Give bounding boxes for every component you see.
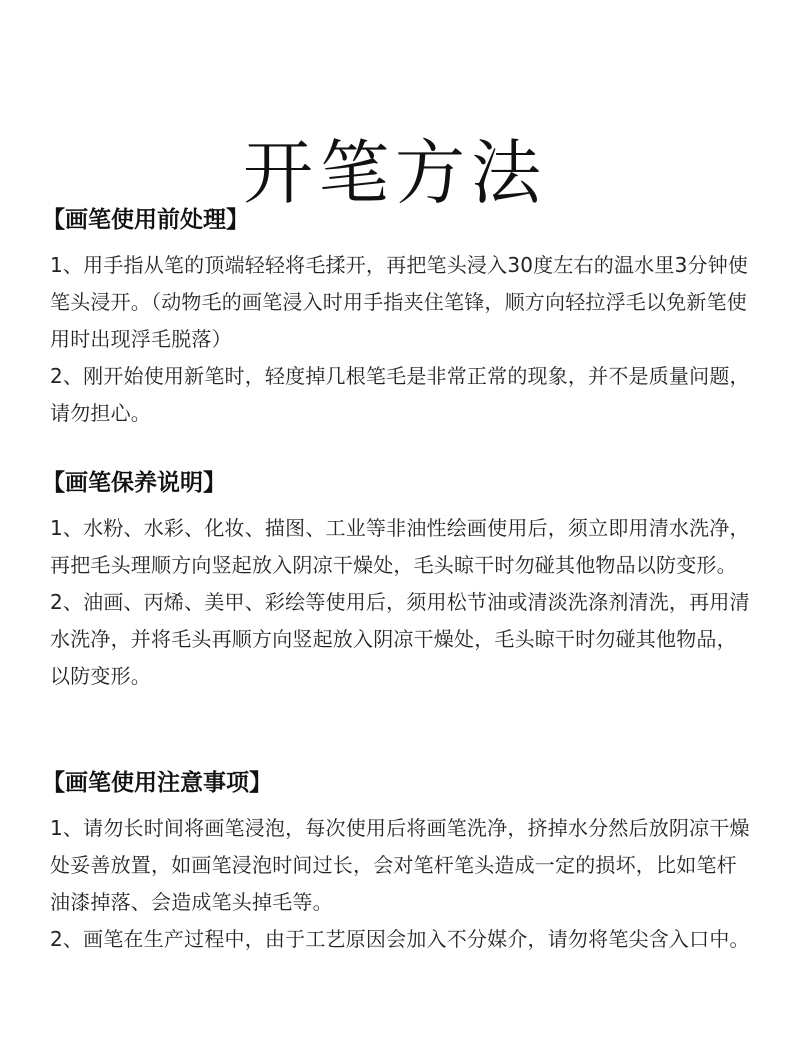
section-heading: 【画笔使用前处理】 [42, 207, 249, 233]
section-precautions [42, 766, 754, 958]
section-maintenance [42, 466, 754, 695]
paragraph: 1、用手指从笔的顶端轻轻将毛揉开，再把笔头浸入30度左右的温水里3分钟使笔头浸开。（动物毛的画笔浸入时用手指夹住笔锋，顺方向轻拉浮毛以免新笔使用时出现浮毛脱落） [50, 253, 749, 351]
paragraph: 2、刚开始使用新笔时，轻度掉几根笔毛是非常正常的现象，并不是质量问题，请勿担心。 [50, 364, 750, 425]
paragraph: 2、油画、丙烯、美甲、彩绘等使用后，须用松节油或清淡洗涤剂清洗，再用清水洗净，并将毛头再顺方向竖起放入阴凉干燥处，毛头晾干时勿碰其他物品，以防变形。 [50, 590, 750, 688]
page-title: 开笔方法 [243, 131, 547, 214]
paragraph: 2、画笔在生产过程中，由于工艺原因会加入不分媒介，请勿将笔尖含入口中。 [50, 927, 750, 951]
section-heading: 【画笔使用注意事项】 [42, 770, 272, 796]
section-pre-use-treatment [42, 203, 754, 432]
paragraph: 1、水粉、水彩、化妆、描图、工业等非油性绘画使用后，须立即用清水洗净，再把毛头理顺方向竖起放入阴凉干燥处，毛头晾干时勿碰其他物品以防变形。 [50, 516, 750, 577]
paragraph: 1、请勿长时间将画笔浸泡，每次使用后将画笔洗净，挤掉水分然后放阴凉干燥处妥善放置，如画笔浸泡时间过长，会对笔杆笔头造成一定的损坏，比如笔杆油漆掉落、会造成笔头掉毛等。 [50, 816, 750, 914]
section-heading: 【画笔保养说明】 [42, 470, 226, 496]
